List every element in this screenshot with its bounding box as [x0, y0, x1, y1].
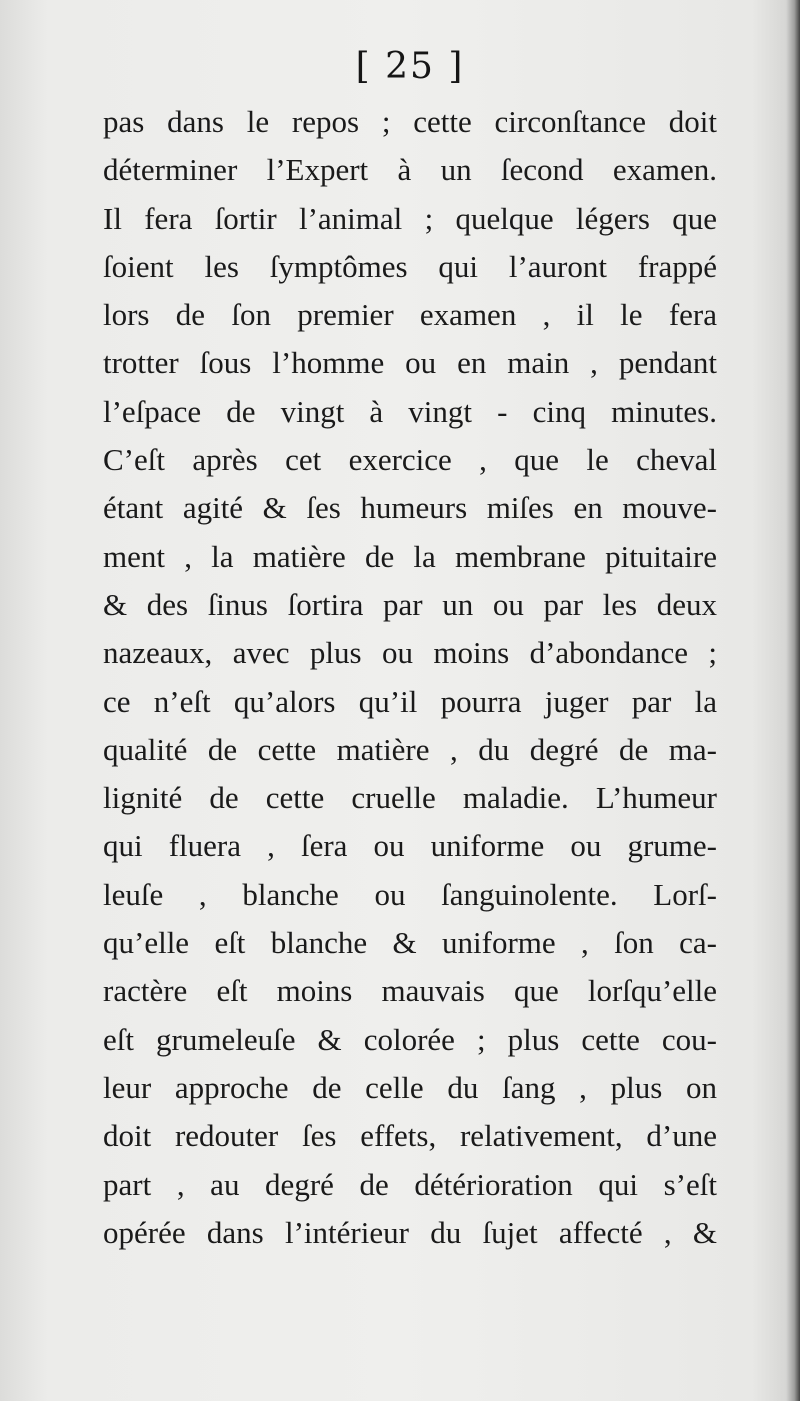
text-line: nazeaux, avec plus ou moins d’abondance ; [103, 635, 717, 671]
text-line: leuſe , blanche ou ſanguinolente. Lorſ- [103, 876, 717, 912]
body-text [103, 98, 717, 1257]
text-line: étant agité & ſes humeurs miſes en mouve- [103, 490, 717, 526]
text-line: ce n’eſt qu’alors qu’il pourra juger par la [103, 683, 717, 719]
text-line: C’eſt après cet exercice , que le cheval [103, 442, 717, 478]
text-line: pas dans le repos ; cette circonſtance doit [103, 104, 717, 139]
text-line: ſoient les ſymptômes qui l’auront frappé [103, 248, 717, 284]
text-line: Il fera ſortir l’animal ; quelque légers que [103, 200, 717, 236]
text-line: eſt grumeleuſe & colorée ; plus cette cou- [103, 1021, 717, 1057]
text-line: leur approche de celle du ſang , plus on [103, 1069, 717, 1105]
text-line: qualité de cette matière , du degré de ma- [103, 731, 717, 767]
page-edge-shadow [786, 0, 800, 1401]
text-line: doit redouter ſes effets, relativement, d’une [103, 1118, 717, 1154]
page-number: [ 25 ] [355, 46, 465, 87]
text-line: opérée dans l’intérieur du ſujet affecté , & [103, 1214, 717, 1250]
text-line: lors de ſon premier examen , il le fera [103, 297, 717, 333]
text-line: trotter ſous l’homme ou en main , pendant [103, 345, 717, 381]
text-line: part , au degré de détérioration qui s’eſt [103, 1166, 717, 1202]
text-line: & des ſinus ſortira par un ou par les deux [103, 586, 717, 622]
text-line: lignité de cette cruelle maladie. L’humeur [103, 780, 717, 816]
text-line: ment , la matière de la membrane pituitaire [103, 538, 717, 574]
text-line: déterminer l’Expert à un ſecond examen. [103, 152, 717, 188]
text-line: l’eſpace de vingt à vingt - cinq minutes. [103, 393, 717, 429]
text-line: qu’elle eſt blanche & uniforme , ſon ca- [103, 925, 717, 961]
text-line: ractère eſt moins mauvais que lorſqu’elle [103, 973, 717, 1009]
text-line: qui fluera , ſera ou uniforme ou grume- [103, 828, 717, 864]
